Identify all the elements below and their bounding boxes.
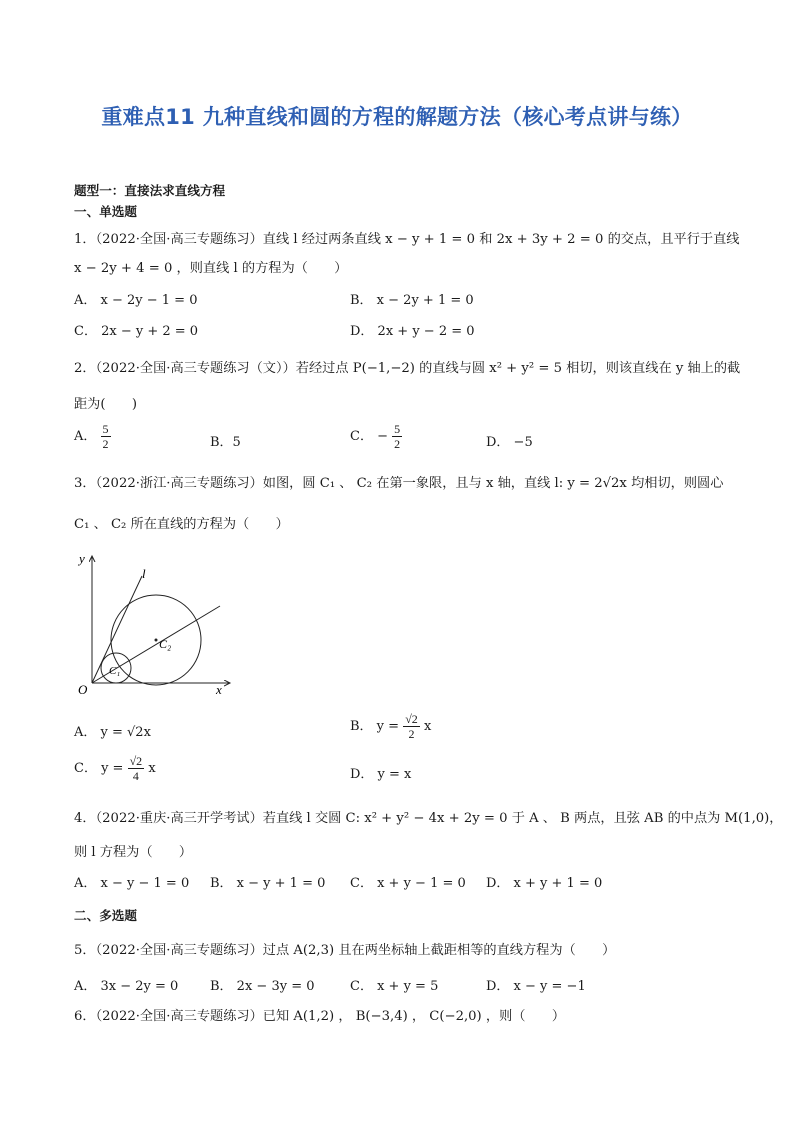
c2-label: C₂ bbox=[159, 637, 172, 651]
question-3-option-c bbox=[74, 754, 156, 783]
question-1-option-a: A． x − 2y − 1 = 0 bbox=[74, 293, 198, 308]
numerator: √2 bbox=[129, 754, 143, 768]
question-1-line-1: 1．（2022·全国·高三专题练习）直线 l 经过两条直线 x − y + 1 = 0 和 2x + 3y + 2 = 0 的交点，且平行于直线 bbox=[74, 232, 740, 247]
fraction bbox=[101, 422, 111, 451]
question-1-option-d: D． 2x + y − 2 = 0 bbox=[350, 324, 475, 339]
question-3-option-a: A． y = √2x bbox=[74, 725, 151, 740]
question-4-option-c: C． x + y − 1 = 0 bbox=[350, 876, 466, 891]
question-2-option-b: B．5 bbox=[210, 435, 241, 450]
x-axis-label: x bbox=[216, 682, 222, 697]
y-axis-label: y bbox=[79, 551, 85, 566]
question-1-option-b: B． x − 2y + 1 = 0 bbox=[350, 293, 474, 308]
question-2-option-c bbox=[350, 422, 402, 451]
option-b-prefix: B． y = bbox=[350, 719, 400, 734]
question-5-option-a: A． 3x − 2y = 0 bbox=[74, 979, 179, 994]
numerator: 5 bbox=[102, 422, 109, 436]
question-2-line-1: 2．（2022·全国·高三专题练习（文））若经过点 P(−1,−2) 的直线与圆 x² + y² = 5 相切，则该直线在 y 轴上的截 bbox=[74, 361, 741, 376]
question-5-option-b: B． 2x − 3y = 0 bbox=[210, 979, 315, 994]
circles-tangent-figure bbox=[70, 548, 240, 698]
question-1-option-c: C． 2x − y + 2 = 0 bbox=[74, 324, 199, 339]
denominator: 2 bbox=[394, 437, 401, 451]
numerator: √2 bbox=[405, 712, 418, 726]
line-l-label: l bbox=[142, 566, 146, 581]
part-heading-single: 一、单选题 bbox=[74, 204, 137, 219]
question-5-line-1: 5．（2022·全国·高三专题练习）过点 A(2,3) 且在两坐标轴上截距相等的直线方程为（ ） bbox=[74, 943, 616, 958]
section-heading: 题型一：直接法求直线方程 bbox=[74, 183, 226, 198]
question-3-option-b bbox=[350, 712, 431, 741]
numerator: 5 bbox=[394, 422, 401, 436]
option-c-prefix: C． y = bbox=[74, 761, 124, 776]
option-c-suffix: x bbox=[148, 761, 156, 776]
question-3-option-d: D． y = x bbox=[350, 767, 412, 782]
fraction bbox=[128, 754, 145, 783]
question-4-line-2: 则 l 方程为（ ） bbox=[74, 845, 193, 860]
fraction bbox=[392, 422, 402, 451]
fraction bbox=[403, 712, 420, 741]
denominator: 2 bbox=[408, 727, 415, 741]
part-heading-multi: 二、多选题 bbox=[74, 908, 137, 923]
question-4-option-d: D． x + y + 1 = 0 bbox=[486, 876, 603, 891]
denominator: 2 bbox=[102, 437, 109, 451]
question-4-option-a: A． x − y − 1 = 0 bbox=[74, 876, 190, 891]
question-2-option-a bbox=[74, 422, 111, 451]
question-2-line-2: 距为( ) bbox=[74, 397, 138, 412]
origin-label: O bbox=[78, 682, 88, 697]
question-3-line-2: C₁ 、 C₂ 所在直线的方程为（ ） bbox=[74, 517, 289, 532]
denominator: 4 bbox=[132, 769, 139, 783]
center-c2-point bbox=[155, 639, 158, 642]
option-a-prefix: A． bbox=[74, 429, 97, 444]
question-5-option-d: D． x − y = −1 bbox=[486, 979, 586, 994]
c1-label: C₁ bbox=[109, 665, 121, 677]
option-c-prefix: C． − bbox=[350, 429, 388, 444]
question-4-line-1: 4．（2022·重庆·高三开学考试）若直线 l 交圆 C: x² + y² − 4x + 2y = 0 于 A 、 B 两点，且弦 AB 的中点为 M(1,0)， bbox=[74, 811, 783, 826]
page-title: 重难点11 九种直线和圆的方程的解题方法（核心考点讲与练） bbox=[101, 105, 693, 129]
question-1-line-2: x − 2y + 4 = 0 ，则直线 l 的方程为（ ） bbox=[74, 261, 348, 276]
option-b-suffix: x bbox=[423, 719, 432, 734]
question-5-option-c: C． x + y = 5 bbox=[350, 979, 439, 994]
question-2-option-d: D． −5 bbox=[486, 435, 533, 450]
question-6-line-1: 6．（2022·全国·高三专题练习）已知 A(1,2) ， B(−3,4) ， C(−2,0) ，则（ ） bbox=[74, 1009, 566, 1024]
question-4-option-b: B． x − y + 1 = 0 bbox=[210, 876, 326, 891]
question-3-line-1: 3．（2022·浙江·高三专题练习）如图，圆 C₁ 、 C₂ 在第一象限，且与 x 轴，直线 l: y = 2√2x 均相切，则圆心 bbox=[74, 476, 724, 491]
